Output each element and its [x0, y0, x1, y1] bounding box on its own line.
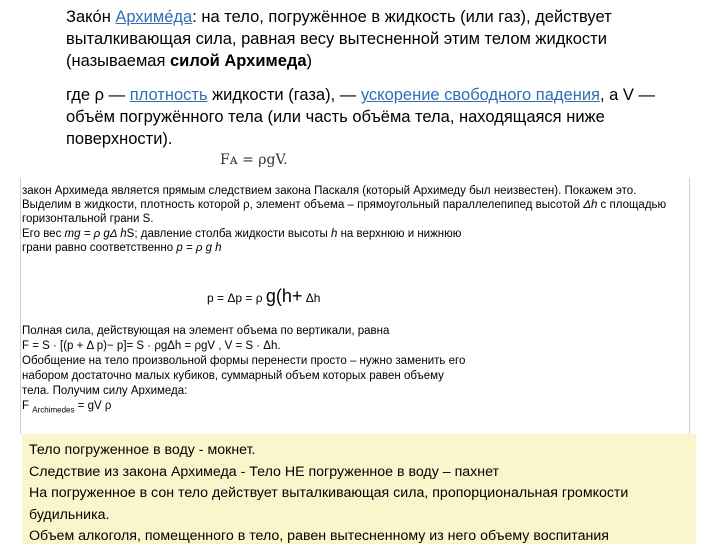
joke-line: Тело погруженное в воду - мокнет.	[29, 442, 256, 458]
joke-line: Объем алкоголя, помещенного в тело, равен вытесненному из него объему воспитания	[29, 528, 609, 544]
joke-line: Следствие из закона Архимеда - Тело НЕ погруженное в воду – пахнет	[29, 463, 499, 480]
derivation-line: Полная сила, действующая на элемент объема по вертикали, равна	[22, 325, 390, 337]
density-link[interactable]: плотность	[129, 86, 208, 104]
archimedes-formula: Fᴀ = ρgV.	[220, 152, 288, 168]
derivation-line: Его вес mg = ρ gΔ hS; давление столба жидкости высоты h на верхнюю и нижнюю	[22, 227, 462, 240]
archimedes-force-result: F $_{Archimedes}$ = gV ρ	[22, 400, 112, 415]
derivation-text	[22, 184, 686, 255]
force-derivation-text	[22, 324, 686, 417]
derivation-line: Обобщение на тело произвольной формы перенести просто – нужно заменить его	[22, 355, 466, 367]
gravity-acceleration-link[interactable]: ускорение свободного падения	[360, 86, 600, 104]
derivation-line: набором достаточно малых кубиков, суммарный объем которых равен объему	[22, 370, 444, 382]
definition-paragraph: Зако́н Архиме́да: на тело, погружённое в жидкость (или газ), действует выталкивающая сила, равная весу вытесненной этим телом жидкости (называемая силой Архимеда)	[66, 8, 612, 70]
force-equation: F = S · [(p + Δ p)− p]= S · ρgΔh = ρgV , V = S · Δh.	[22, 340, 281, 352]
variables-paragraph: где ρ — плотность жидкости (газа), — ускорение свободного падения, а V — объём погружённого тела (или часть объёма тела, находящаяся ниже поверхности).	[66, 86, 655, 148]
derivation-line: тела. Получим силу Архимеда:	[22, 385, 188, 397]
archimedes-force-term: силой Архимеда	[170, 52, 307, 70]
derivation-line: Выделим в жидкости, плотность которой ρ, элемент объема – прямоугольный параллелепипед высотой Δh с площадью горизонтальной грани S.	[22, 199, 667, 226]
definition-block	[66, 6, 686, 150]
derivation-line: закон Архимеда является прямым следствием закона Паскаля (который Архимеду был неизвестен). Покажем это.	[22, 185, 637, 197]
pressure-formula: p = Δp = ρ g(h+ Δh	[207, 286, 321, 306]
derivation-line: грани равно соответственно p = ρ g h	[22, 241, 222, 254]
joke-line: На погруженное в сон тело действует выталкивающая сила, пропорциональная громкости будильника.	[29, 485, 629, 523]
archimedes-link[interactable]: Архиме́да	[115, 8, 193, 26]
joke-box	[22, 434, 696, 544]
